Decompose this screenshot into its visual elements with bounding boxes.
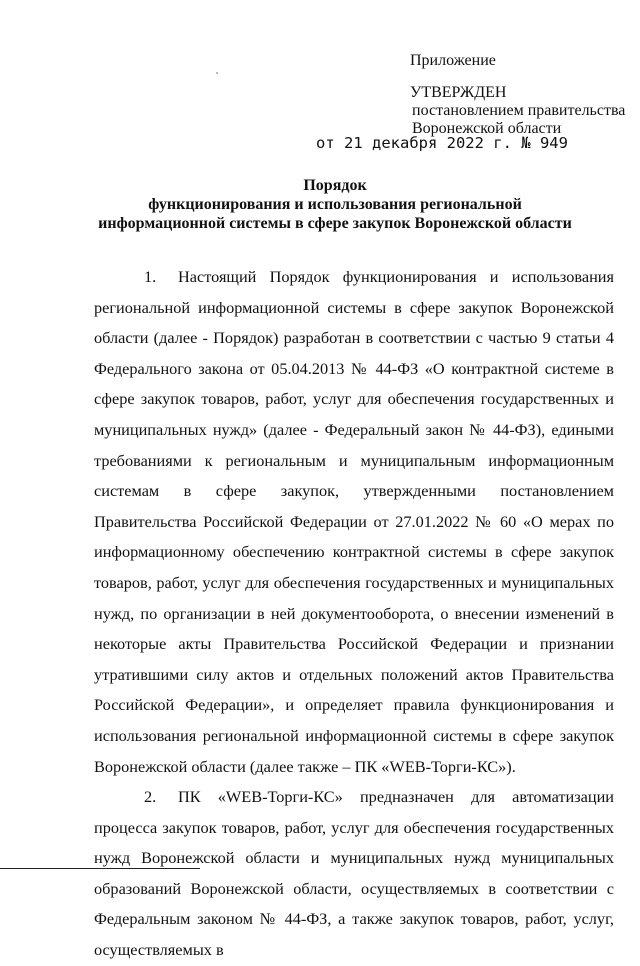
scan-artifact [216,72,218,74]
order-date-number: от 21 декабря 2022 г. № 949 [316,134,568,152]
footnote-separator [0,868,200,869]
approval-header [410,52,625,138]
paragraph-2 [94,782,614,966]
title-line-1: Порядок [303,177,367,194]
document-body [94,262,614,966]
document-title [90,176,580,233]
paragraph-number: 1. [144,267,157,286]
title-line-2: функционирования и использования региональной [148,196,522,213]
approved-by: постановлением правительства [412,102,626,119]
paragraph-text: ПК «WEB-Торги-КС» предназначен для автоматизации процесса закупок товаров, работ, услуг для обеспечения государственных нужд Воронежской области и муниципальных нужд муниципальных образований Воронежской области, осуществляемых в соответствии с Федеральным законом № 44-ФЗ, а также закупок товаров, работ, услуг, осуществляемых в [94,787,614,960]
appendix-label: Приложение [410,52,496,69]
approved-label: УТВЕРЖДЕН [410,84,507,101]
region-name: Воронежской области [412,120,562,137]
title-line-3: информационной системы в сфере закупок Воронежской области [98,215,572,232]
paragraph-1 [94,262,614,782]
paragraph-number: 2. [144,787,157,807]
paragraph-text: Настоящий Порядок функционирования и использования региональной информационной системы в сфере закупок Воронежской области (далее - Порядок) разработан в соответствии с частью 9 статьи 4 Федерального закона от 05.04.2013 № 44-ФЗ «О контрактной системе в сфере закупок товаров, работ, услуг для обеспечения государственных и муниципальных нужд» (далее - Федеральный закон № 44-ФЗ), едиными требованиями к региональным и муниципальным информационным системам в сфере закупок, утвержденными постановлением Правительства Российской Федерации от 27.01.2022 № 60 «О мерах по информационному обеспечению контрактной системы в сфере закупок товаров, работ, услуг для обеспечения государственных и муниципальных нужд, по организации в ней документооборота, о внесении изменений в некоторые акты Правительства Российской Федерации и признании утратившими силу актов и отдельных положений актов Правительства Российской Федерации», и определяет правила функционирования и использования региональной информационной системы в сфере закупок Воронежской области (далее также – ПК «WEB-Торги-КС»). [94,267,614,776]
